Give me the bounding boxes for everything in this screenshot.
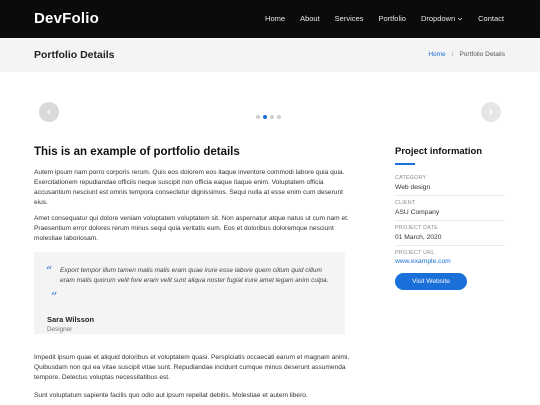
chevron-right-icon [487,108,495,116]
page-title: Portfolio Details [34,49,115,61]
site-logo[interactable]: DevFolio [34,10,99,27]
breadcrumb-current: Portfolio Details [459,51,505,58]
nav-services[interactable]: Services [334,14,364,23]
slider-next-button[interactable] [481,102,501,122]
visit-website-button[interactable]: Visit Website [395,273,467,290]
client-label: CLIENT [395,200,416,206]
divider [395,195,505,196]
slider-prev-button[interactable] [39,102,59,122]
top-navbar [0,0,540,38]
category-label: CATEGORY [395,175,427,181]
testimonial-quote [34,252,345,334]
description-paragraph: Amet consequatur qui dolore veniam voluptatem voluptatem sit. Non aspernatur atque natus ut cum nam et. Praesentium error dolores rerum minus sequi quia veritatis eum. Eos et doloribus doloremque nesciunt molestiae laboriosam. [34,215,349,242]
project-url-label: PROJECT URL [395,250,435,256]
nav-about[interactable]: About [300,14,320,23]
chevron-down-icon [457,16,463,22]
slider-dot[interactable] [256,115,260,119]
slider-pagination [256,115,281,119]
description-paragraph: Sunt voluptatum sapiente facilis quo odio aut ipsum repellat debitis. Molestiae et autem libero. [34,392,308,399]
nav-dropdown[interactable] [421,14,463,23]
slider-dot-active[interactable] [263,115,267,119]
nav-portfolio[interactable]: Portfolio [378,14,406,23]
divider [395,220,505,221]
divider [395,245,505,246]
main-nav [250,14,504,23]
nav-contact[interactable]: Contact [478,14,504,23]
description-paragraph: Impedit ipsum quae et aliquid doloribus et voluptatem quasi. Perspiciatis occaecati earum et magnam animi. Quibusdam non qui ea vitae suscipit vitae sunt. Repudiandae incidunt cumque minus deserunt assumenda tempore. Delectus voluptas necessitatibus est. [34,354,350,381]
quote-author-role: Designer [47,326,73,333]
quote-text: Export tempor illum tamen malis malis eram quae irure esse labore quem cillum quid cillum eram malis quorum velit fore eram velit sunt aliqua noster fugiat irure amet legam anim culpa. [60,267,329,284]
client-value: ASU Company [395,209,440,216]
quote-author: Sara Wilsson [47,315,95,324]
breadcrumb [428,51,505,58]
nav-dropdown-label: Dropdown [420,14,456,23]
project-info-title: Project information [395,146,483,157]
nav-home[interactable]: Home [265,14,286,23]
quote-open-icon: “ [46,264,53,277]
portfolio-heading: This is an example of portfolio details [34,146,240,158]
quote-close-icon: ” [51,290,58,303]
breadcrumb-band [0,38,540,72]
project-url-link[interactable]: www.example.com [395,258,451,265]
description-paragraph: Autem ipsum nam porro corporis rerum. Quis eos dolorem eos itaque inventore commodi labore quia quia. Exercitationem repudiandae officiis neque suscipit non officia eaque itaque enim. Voluptatem officia accusantium nesciunt est omnis tempora consectetur dignissimos. Sequi nulla at esse enim cum deserunt eius. [34,169,345,206]
image-slider [0,72,540,140]
category-value: Web design [395,184,431,191]
project-date-value: 01 March, 2020 [395,234,442,241]
slider-dot[interactable] [270,115,274,119]
slider-dot[interactable] [277,115,281,119]
breadcrumb-separator: / [451,51,454,58]
project-date-label: PROJECT DATE [395,225,438,231]
title-underline [395,163,415,165]
breadcrumb-home-link[interactable]: Home [428,51,446,58]
chevron-left-icon [45,108,53,116]
